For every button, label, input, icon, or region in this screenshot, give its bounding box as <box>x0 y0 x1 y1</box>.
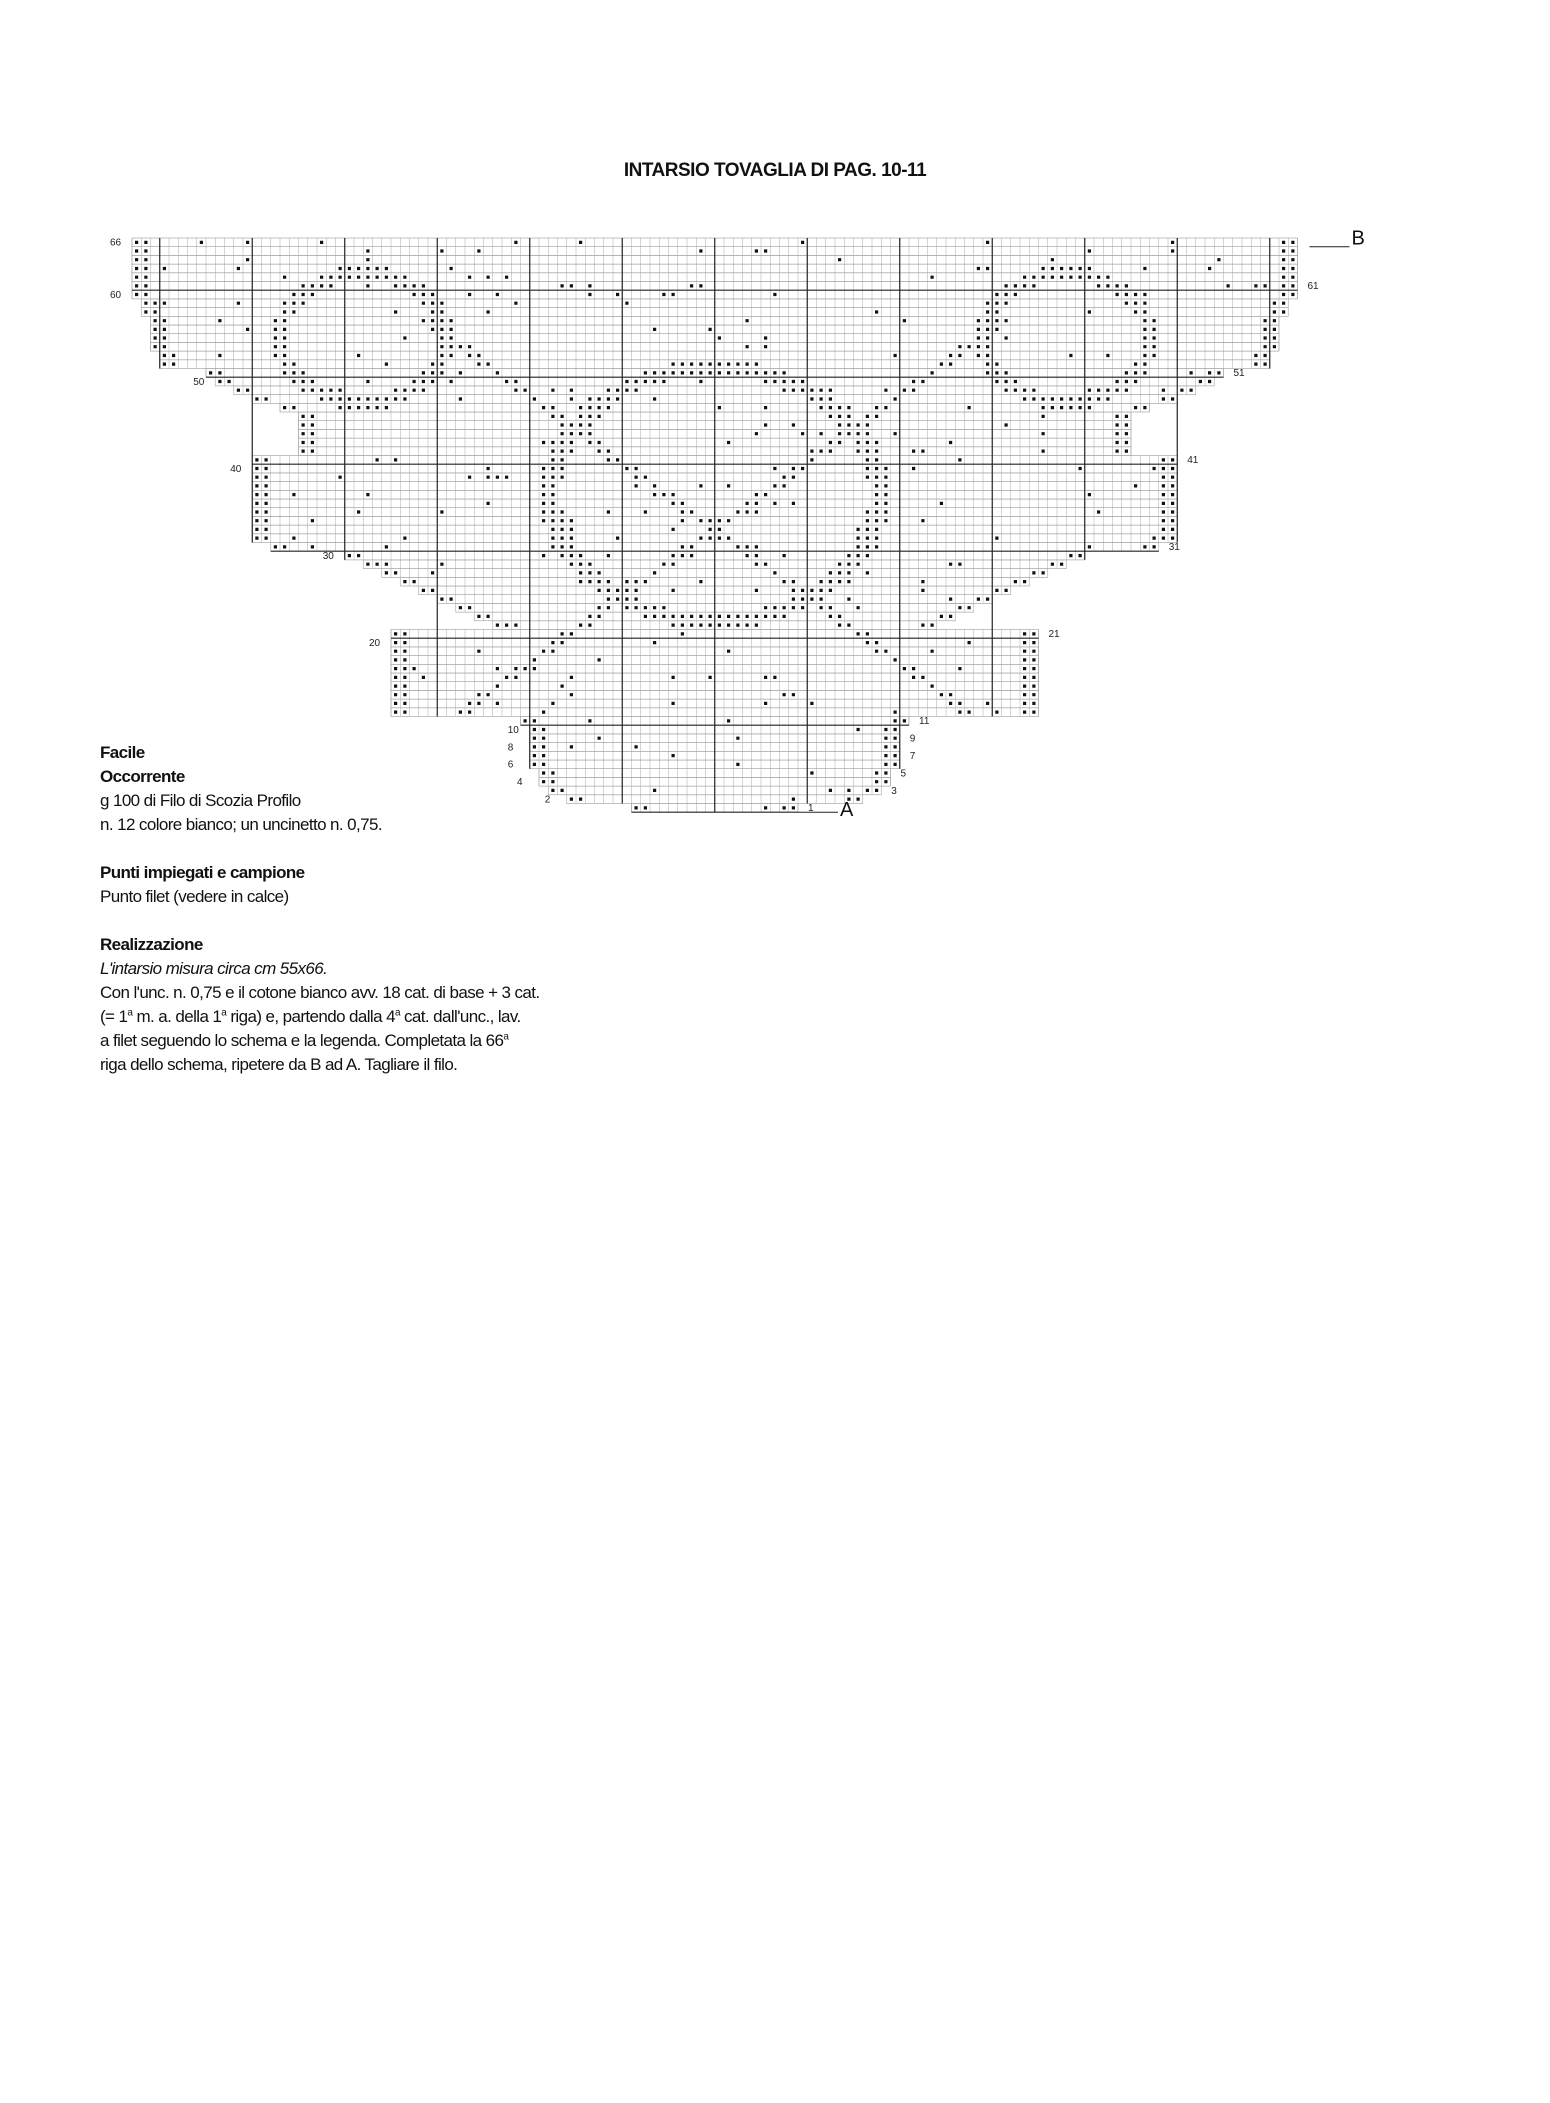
row-label: 8 <box>507 742 514 754</box>
row-label: 20 <box>369 637 381 649</box>
instructions <box>100 741 660 1077</box>
row-label: 10 <box>507 724 519 736</box>
method-line: riga dello schema, ripetere da B ad A. Tagliare il filo. <box>100 1055 458 1074</box>
row-label: 9 <box>909 733 916 745</box>
materials-heading: Occorrente <box>100 767 185 786</box>
row-label: 41 <box>1187 455 1199 467</box>
marker-a: A <box>840 799 854 822</box>
row-label: 5 <box>900 768 907 780</box>
row-label: 11 <box>919 716 930 728</box>
row-label: 51 <box>1233 368 1245 380</box>
stitches-text: Punto filet (vedere in calce) <box>100 887 289 906</box>
row-label: 30 <box>322 550 334 562</box>
difficulty-level: Facile <box>100 743 145 762</box>
row-label: 1 <box>808 803 814 815</box>
method-line: (= $1^a$ m. a. della 1$^a$ riga) e, partendo dalla 4$^a$ cat. dall'unc., lav. <box>100 1007 521 1026</box>
row-label: 60 <box>110 289 122 301</box>
method-heading: Realizzazione <box>100 935 203 954</box>
row-label: 66 <box>110 237 122 249</box>
method-line: a filet seguendo lo schema e la legenda. Completata la 66$^a$ <box>100 1031 509 1050</box>
page-title: INTARSIO TOVAGLIA DI PAG. 10-11 <box>623 160 927 181</box>
row-label: 40 <box>230 463 242 475</box>
row-label: 3 <box>891 785 897 797</box>
row-label: 61 <box>1307 281 1319 293</box>
row-label: 50 <box>193 376 205 388</box>
row-label: 2 <box>544 794 551 806</box>
marker-b: B <box>1351 227 1365 250</box>
materials-line: g 100 di Filo di Scozia Profilo <box>100 791 301 810</box>
row-label: 31 <box>1168 542 1180 554</box>
method-line: Con l'unc. n. 0,75 e il cotone bianco avv. 18 cat. di base + 3 cat. <box>100 983 540 1002</box>
stitches-heading: Punti impiegati e campione <box>100 863 305 882</box>
method-intro: L'intarsio misura circa cm 55x66. <box>100 959 328 978</box>
row-label: 21 <box>1048 629 1060 641</box>
row-label: 4 <box>517 777 523 789</box>
row-label: 6 <box>507 759 514 771</box>
row-label: 7 <box>909 751 916 762</box>
materials-line: n. 12 colore bianco; un uncinetto n. 0,75. <box>100 815 382 834</box>
